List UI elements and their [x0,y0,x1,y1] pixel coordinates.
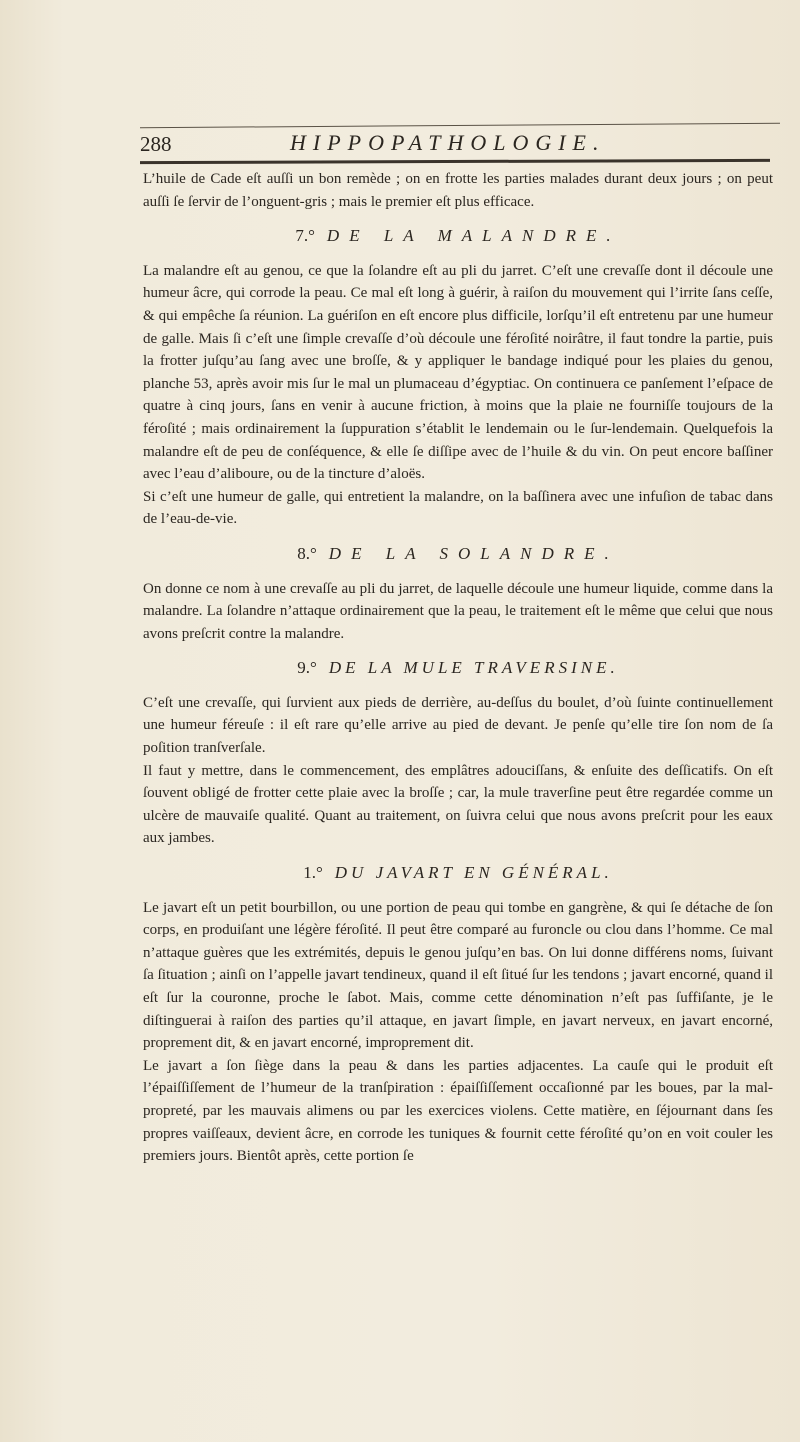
section-title: DE LA MULE TRAVERSINE. [328,658,619,678]
paragraph: On donne ce nom à une crevaſſe au pli du jarret, de laquelle découle une humeur liquide, comme dans la malandre. La ſolandre n’attaque ordinairement que la peau, le traitement eſt le même que celui que nous avons preſcrit contre la malandre. [143,580,773,642]
body-text [143,168,773,1168]
section-heading-solandre [143,543,773,566]
section-number: 8.° [297,543,317,563]
section-title: DE LA MALANDRE. [326,226,621,246]
header-rule-top [140,123,780,128]
intro-paragraph: L’huile de Cade eſt auſſi un bon remède ; on en frotte les parties malades durant deux jours ; on peut auſſi ſe ſervir de l’onguent-gris ; mais le premier eſt plus efficace. [143,171,773,210]
section-title: DU JAVART EN GÉNÉRAL. [334,863,613,883]
section-heading-mule-traversine [143,657,773,680]
paragraph: Si c’eſt une humeur de galle, qui entretient la malandre, on la baſſinera avec une infuſion de tabac dans de l’eau-de-vie. [143,488,773,528]
page-number: 288 [140,132,172,156]
section-title: DE LA SOLANDRE. [328,543,619,563]
page-header [140,130,760,160]
section-number: 7.° [295,226,315,246]
paragraph: C’eſt une crevaſſe, qui ſurvient aux pieds de derrière, au-deſſus du boulet, d’où ſuinte continuellement une humeur féreuſe : il eſt rare qu’elle arrive au pied de devant. Je penſe qu’elle tire ſon nom de ſa poſition tranſverſale. [143,694,773,757]
paragraph: Il faut y mettre, dans le commencement, des emplâtres adouciſſans, & enſuite des deſſicatifs. On eſt ſouvent obligé de frotter cette plaie avec la broſſe ; car, la mule traverſine peut être regardée comme un ulcère de mauvaiſe qualité. Quant au traitement, on ſuivra celui que nous avons preſcrit pour les eaux aux jambes. [143,762,773,847]
section-heading-malandre [143,225,773,248]
paragraph: La malandre eſt au genou, ce que la ſolandre eſt au pli du jarret. C’eſt une crevaſſe dont il découle une humeur âcre, qui corrode la peau. Ce mal eſt long à guérir, à raiſon du mouvement qui l’irrite ſans ceſſe, & qui empêche ſa réunion. La guériſon en eſt encore plus difficile, lorſqu’il eſt entretenu par une humeur de galle. Mais ſi c’eſt une ſimple crevaſſe d’où découle une féroſité noirâtre, il faut tondre la partie, puis la frotter juſqu’au ſang avec une broſſe, & y appliquer le bandage indiqué pour les plaies du genou, planche 53, après avoir mis ſur le mal un plumaceau d’égyptiac. On continuera ce panſement l’eſpace de quatre à cinq jours, ſans en venir à aucune friction, à moins que la plaie ne fourniſſe toujours de la féroſité ; mais ordinairement la ſuppuration s’établit le lendemain ou le ſur-lendemain. Quelquefois la malandre eſt de peu de conſéquence, & elle ſe diſſipe avec de l’huile & du vin. On peut encore baſſiner avec l’eau d’aliboure, ou de la tincture d’aloës. [143,262,773,483]
section-number: 1.° [303,863,323,883]
section-number: 9.° [297,658,317,678]
paragraph: Le javart eſt un petit bourbillon, ou une portion de peau qui tombe en gangrène, & qui ſe détache de ſon corps, en produiſant une légère féroſité. Il peut être comparé au furoncle ou clou dans l’homme. Ce mal n’attaque guères que les extrémités, depuis le genou juſqu’en bas. On lui donne différens noms, ſuivant ſa ſituation ; ainſi on l’appelle javart tendineux, quand il eſt ſitué ſur les tendons ; javart encorné, quand il eſt ſur la couronne, proche le ſabot. Mais, comme cette dénomination n’eſt pas ſuffiſante, je le diſtinguerai à raiſon des parties qu’il attaque, en javart ſimple, en javart nerveux, en javart encorné, proprement dit, & en javart encorné, improprement dit. [143,899,773,1052]
running-title: HIPPOPATHOLOGIE. [290,130,606,155]
section-heading-javart [143,862,773,885]
paragraph: Le javart a ſon ſiège dans la peau & dans les parties adjacentes. La cauſe qui le produit eſt l’épaiſſiſſement de l’humeur de la tranſpiration : épaiſſiſſement occaſionné par les boues, par la mal-propreté, par les mauvais alimens ou par les exercices violens. Cette matière, en ſéjournant dans ſes propres vaiſſeaux, devient âcre, en corrode les tuniques & fournit cette féroſité qu’on en voit couler les premiers jours. Bientôt après, cette portion ſe [143,1057,773,1165]
